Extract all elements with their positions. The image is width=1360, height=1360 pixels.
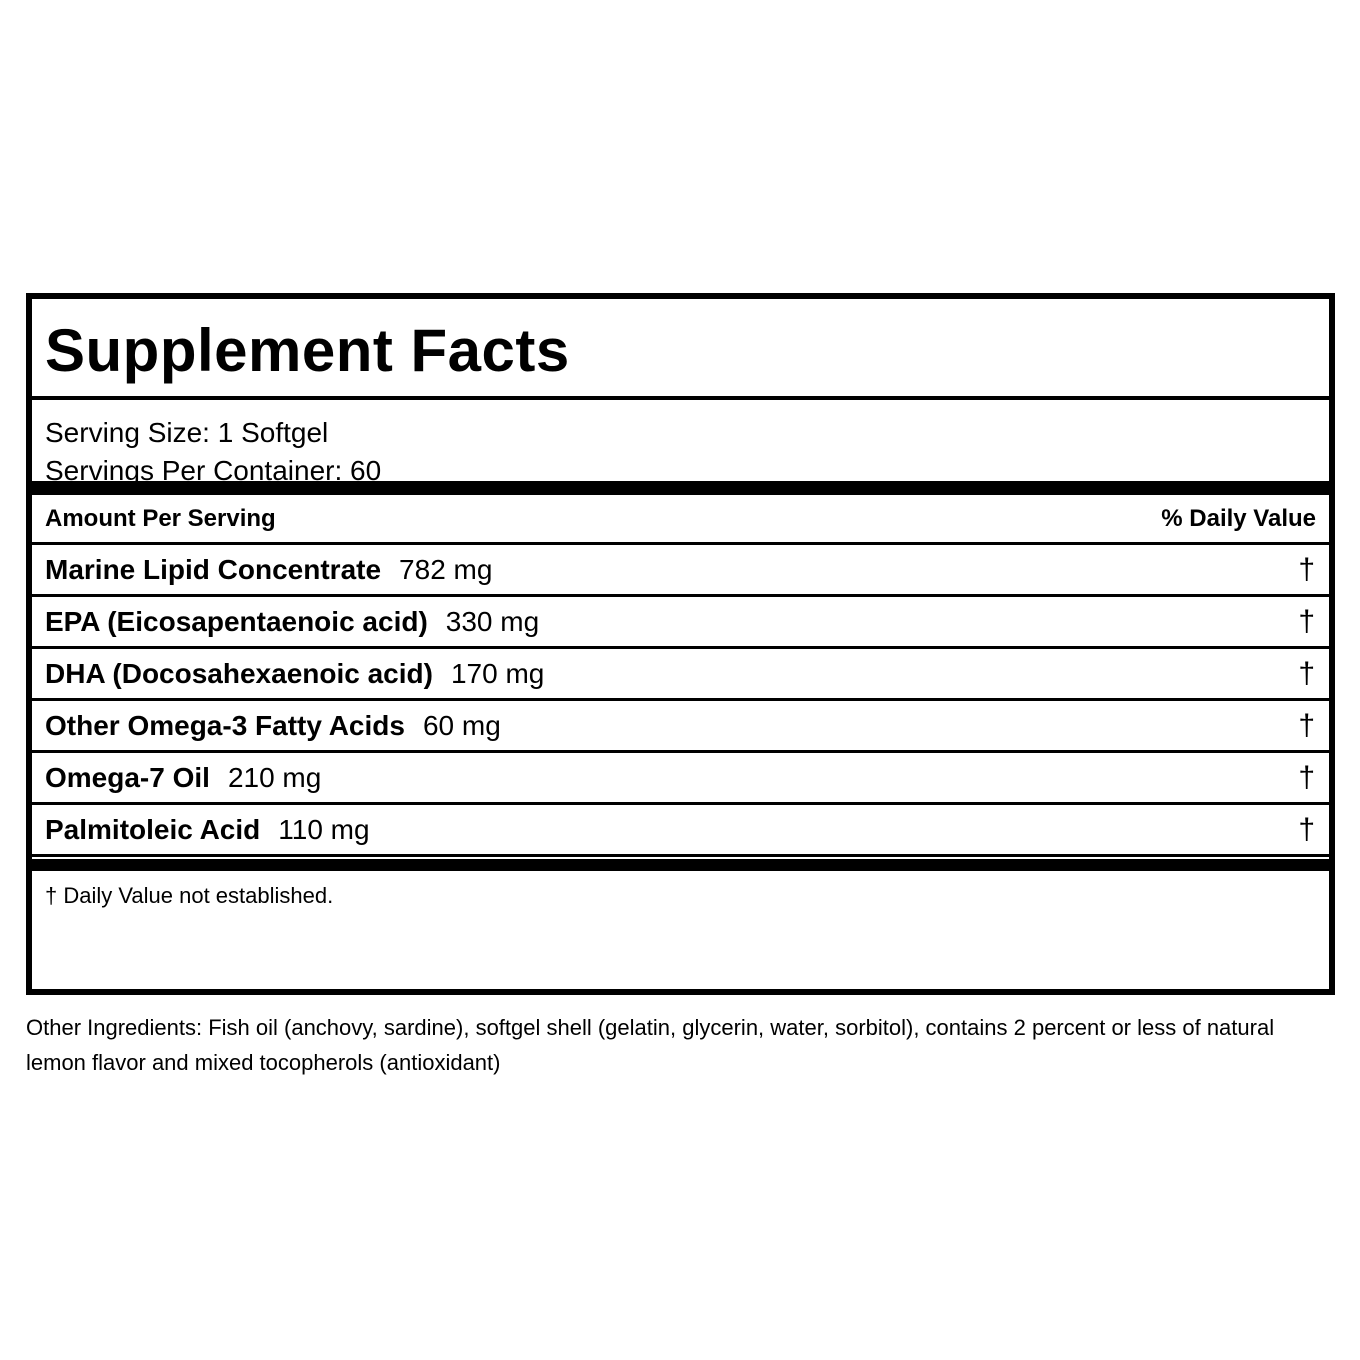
supplement-facts-panel (26, 293, 1335, 995)
column-header-row (32, 495, 1329, 545)
nutrient-daily-value: † (1298, 656, 1315, 690)
nutrient-row (32, 701, 1329, 753)
nutrient-daily-value: † (1298, 552, 1315, 586)
nutrient-row (32, 545, 1329, 597)
footnote-section (32, 871, 1329, 909)
nutrient-row (32, 597, 1329, 649)
nutrient-name: Marine Lipid Concentrate (45, 553, 382, 585)
amount-per-serving-label: Amount Per Serving (45, 504, 276, 532)
nutrient-amount: 210 mg (227, 761, 322, 793)
thick-divider (32, 857, 1329, 871)
nutrient-daily-value: † (1298, 708, 1315, 742)
nutrient-name: Omega-7 Oil (45, 761, 210, 793)
nutrient-amount: 170 mg (450, 657, 545, 689)
daily-value-footnote: † Daily Value not established. (45, 883, 334, 908)
nutrient-row (32, 805, 1329, 857)
daily-value-label: % Daily Value (1161, 504, 1316, 532)
nutrient-daily-value: † (1298, 604, 1315, 638)
title-section (32, 299, 1329, 400)
servings-per-container: Servings Per Container: 60 (45, 455, 382, 486)
nutrient-daily-value: † (1298, 812, 1315, 846)
nutrient-row (32, 649, 1329, 701)
nutrient-name: DHA (Docosahexaenoic acid) (45, 657, 433, 689)
nutrient-row (32, 753, 1329, 805)
nutrient-amount: 782 mg (399, 553, 493, 585)
serving-section (32, 400, 1329, 495)
other-ingredients: Other Ingredients: Fish oil (anchovy, sardine), softgel shell (gelatin, glycerin, water, sorbitol), contains 2 percent or less of natural lemon flavor and mixed tocopherols (antioxidant) (26, 1015, 1275, 1075)
nutrient-name: Other Omega-3 Fatty Acids (45, 709, 405, 741)
nutrient-amount: 110 mg (278, 813, 370, 845)
nutrient-name: Palmitoleic Acid (45, 813, 261, 845)
serving-size: Serving Size: 1 Softgel (45, 417, 329, 448)
nutrient-name: EPA (Eicosapentaenoic acid) (45, 605, 428, 637)
nutrient-amount: 330 mg (445, 605, 540, 637)
nutrient-amount: 60 mg (422, 709, 501, 741)
nutrient-daily-value: † (1298, 760, 1315, 794)
panel-title: Supplement Facts (45, 317, 570, 384)
